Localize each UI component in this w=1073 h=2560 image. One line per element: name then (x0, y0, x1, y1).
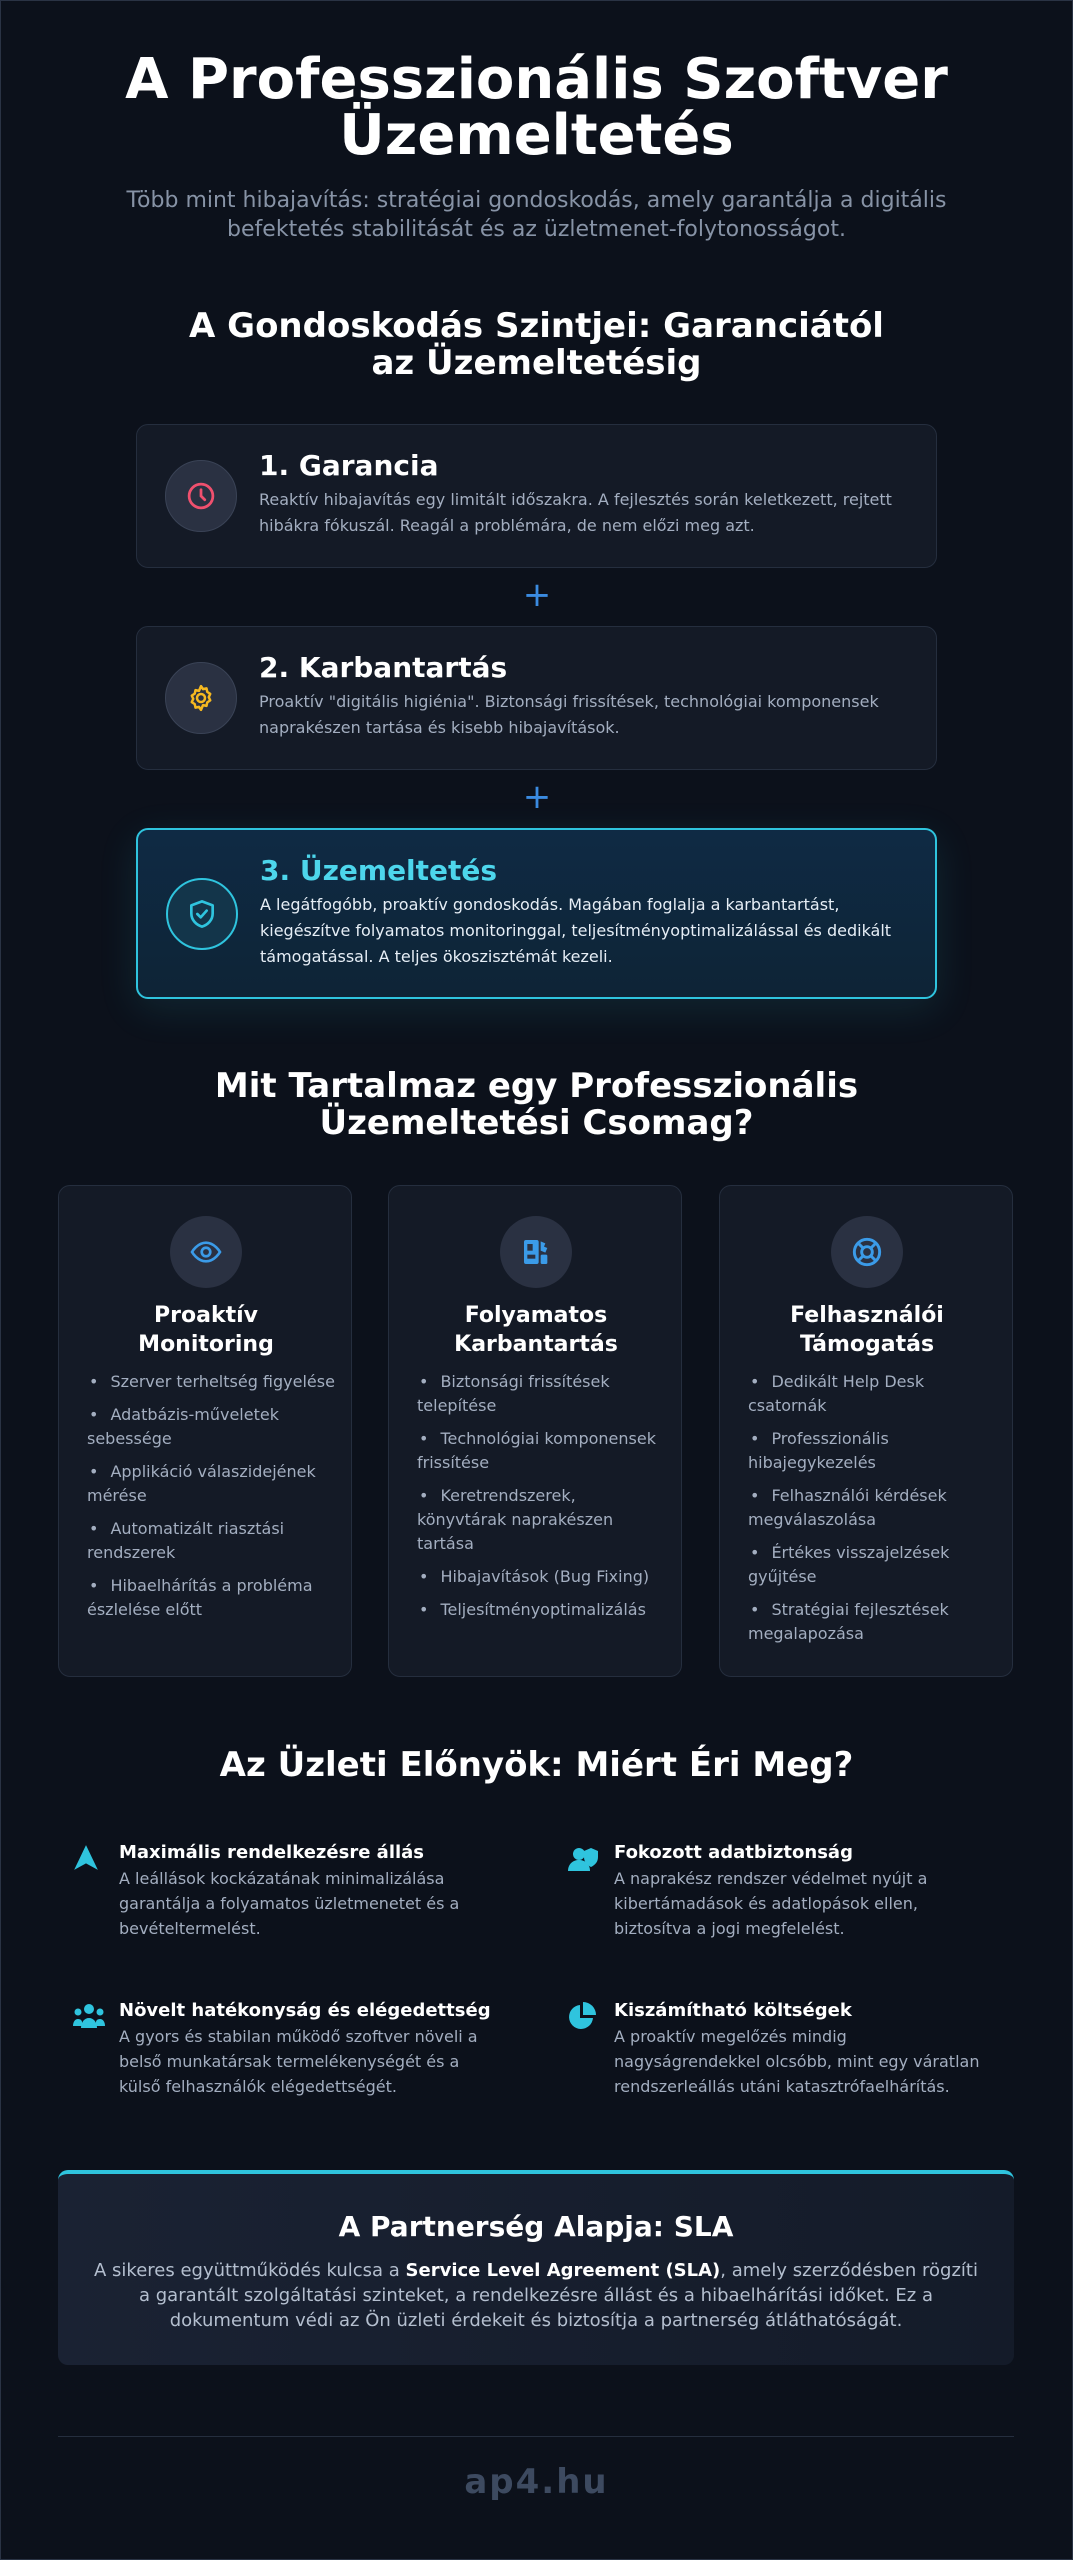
list-item: • Teljesítményoptimalizálás (417, 1598, 667, 1622)
list-item: • Automatizált riasztási rendszerek (87, 1517, 337, 1565)
lifebuoy-icon (831, 1216, 903, 1288)
level-title: 1. Garancia (259, 449, 439, 482)
list-item: • Hibaelhárítás a probléma észlelése előtt (87, 1574, 337, 1622)
plus-icon: + (522, 777, 552, 817)
eye-icon (170, 1216, 242, 1288)
benefit-title: Maximális rendelkezésre állás (119, 1842, 425, 1863)
page-subtitle: Több mint hibajavítás: stratégiai gondoskodás, amely garantálja a digitális befektetés stabilitását és az üzletmenet-folytonosságot. (126, 188, 947, 242)
sla-box (58, 2170, 1014, 2365)
package-title: Mit Tartalmaz egy Professzionális Üzemeltetési Csomag? (214, 1066, 859, 1143)
benefit-title: Fokozott adatbiztonság (614, 1842, 853, 1863)
list-item: • Stratégiai fejlesztések megalapozása (748, 1598, 998, 1646)
package-list (87, 1370, 337, 1631)
clock-icon (165, 460, 237, 532)
list-item: • Adatbázis-műveletek sebessége (87, 1403, 337, 1451)
plus-icon: + (522, 575, 552, 615)
page-title: A Professzionális Szoftver Üzemeltetés (125, 47, 948, 168)
list-item: • Szerver terheltség figyelése (87, 1370, 337, 1394)
pie-chart-icon (568, 2002, 602, 2032)
package-list (748, 1370, 998, 1655)
level-card-garancia (136, 424, 937, 568)
sla-text (88, 2258, 984, 2333)
level-title: 3. Üzemeltetés (260, 854, 498, 887)
benefit-desc: A proaktív megelőzés mindig nagyságrendekkel olcsóbb, mint egy váratlan rendszerleállás utáni katasztrófaelhárítás. (614, 2027, 980, 2096)
sla-text-start: A sikeres együttműködés kulcsa a (94, 2260, 406, 2281)
package-column-title: Proaktív Monitoring (138, 1303, 274, 1357)
level-desc: A legátfogóbb, proaktív gondoskodás. Magában foglalja a karbantartást, kiegészítve folyamatos monitoringgal, teljesítményoptimalizálással és dedikált támogatással. A teljes ökoszisztémát kezeli. (260, 895, 892, 966)
list-item: • Keretrendszerek, könyvtárak naprakészen tartása (417, 1484, 667, 1556)
levels-title: A Gondoskodás Szintjei: Garanciától az Üzemeltetésig (189, 306, 884, 383)
list-item: • Technológiai komponensek frissítése (417, 1427, 667, 1475)
arrow-up-icon (73, 1844, 107, 1874)
package-list (417, 1370, 667, 1631)
package-column-title: Felhasználói Támogatás (790, 1303, 944, 1357)
sla-text-bold: Service Level Agreement (SLA) (405, 2260, 721, 2281)
benefit-title: Növelt hatékonyság és elégedettség (119, 2000, 491, 2021)
list-item: • Biztonsági frissítések telepítése (417, 1370, 667, 1418)
benefit-desc: A naprakész rendszer védelmet nyújt a kibertámadások és adatlopások ellen, biztosítva a jogi megfelelést. (614, 1869, 928, 1938)
benefit-desc: A leállások kockázatának minimalizálása garantálja a folyamatos üzletmenetet és a bevételtermelést. (119, 1869, 460, 1938)
shield-check-icon (166, 878, 238, 950)
list-item: • Értékes visszajelzések gyűjtése (748, 1541, 998, 1589)
list-item: • Felhasználói kérdések megválaszolása (748, 1484, 998, 1532)
level-desc: Reaktív hibajavítás egy limitált időszakra. A fejlesztés során keletkezett, rejtett hibákra fókuszál. Reagál a problémára, de nem előzi meg azt. (259, 490, 892, 535)
package-column-monitoring (58, 1185, 352, 1677)
benefits-title: Az Üzleti Előnyök: Miért Éri Meg? (219, 1745, 854, 1785)
package-column-tamogatas (719, 1185, 1013, 1677)
users-icon (73, 2002, 107, 2032)
user-shield-icon (568, 1844, 602, 1874)
footer-divider (58, 2436, 1014, 2437)
list-item: • Applikáció válaszidejének mérése (87, 1460, 337, 1508)
benefit-desc: A gyors és stabilan működő szoftver növeli a belső munkatársak termelékenységét és a külső felhasználók elégedettségét. (119, 2027, 478, 2096)
list-item: • Hibajavítások (Bug Fixing) (417, 1565, 667, 1589)
sla-title: A Partnerség Alapja: SLA (338, 2210, 734, 2243)
footer-brand[interactable]: ap4.hu (464, 2462, 609, 2502)
package-column-title: Folyamatos Karbantartás (454, 1303, 618, 1357)
level-desc: Proaktív "digitális higiénia". Biztonsági frissítések, technológiai komponensek naprakészen tartása és kisebb hibajavítások. (259, 692, 879, 737)
hero (0, 47, 1073, 244)
list-item: • Dedikált Help Desk csatornák (748, 1370, 998, 1418)
list-item: • Professzionális hibajegykezelés (748, 1427, 998, 1475)
level-card-karbantartas (136, 626, 937, 770)
package-column-karbantartas (388, 1185, 682, 1677)
benefit-title: Kiszámítható költségek (614, 2000, 852, 2021)
gear-icon (165, 662, 237, 734)
tools-icon (500, 1216, 572, 1288)
level-card-uzemeltetes (136, 828, 937, 999)
level-title: 2. Karbantartás (259, 651, 508, 684)
sla-text-end: , amely szerződésben rögzíti a garantált szolgáltatási szinteket, a rendelkezésre állást és a hibaelhárítási időket. Ez a dokumentum védi az Ön üzleti érdekeit és biztosítja a partnerség átláthatóságát. (139, 2260, 978, 2331)
